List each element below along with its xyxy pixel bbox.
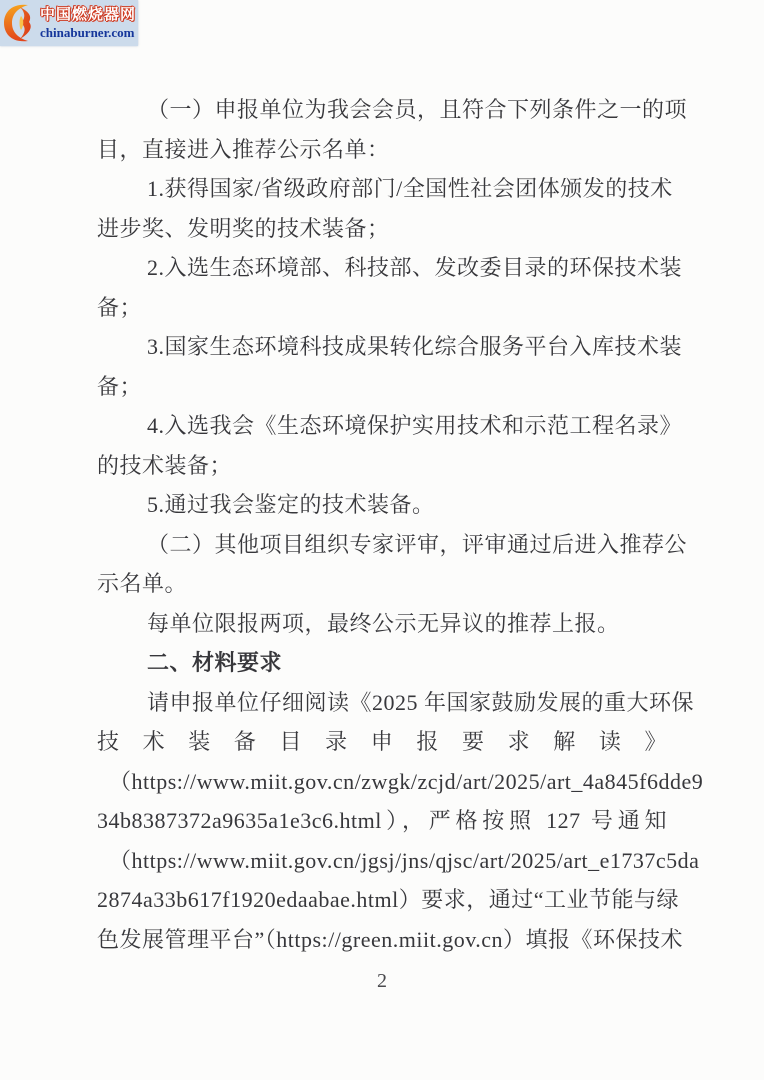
text-line: 每单位限报两项，最终公示无异议的推荐上报。 (147, 610, 620, 636)
text-line: （https://www.miit.gov.cn/jgsj/jns/qjsc/art/2025/art_e1737c5da (109, 847, 700, 873)
text-line: 示名单。 (97, 571, 188, 596)
flame-logo-icon (1, 2, 39, 44)
text-line: 进步奖、发明奖的技术装备； (97, 215, 390, 241)
text-line: 2.入选生态环境部、科技部、发改委目录的环保技术装 (147, 255, 683, 280)
text-line: 2874a33b617f1920edaabae.html）要求，通过“工业节能与绿 (97, 887, 680, 912)
text-line: 34b8387372a9635a1e3c6.html），严格按照 127 号通知 (97, 808, 667, 833)
text-line: 二、材料要求 (147, 650, 283, 675)
text-line: 备； (97, 373, 143, 399)
text-line: 4.入选我会《生态环境保护实用技术和示范工程名录》 (147, 413, 683, 438)
text-line: 3.国家生态环境科技成果转化综合服务平台入库技术装 (147, 334, 683, 359)
text-line: 技术装备目录申报要求解读》 (97, 729, 667, 754)
text-line: （一）申报单位为我会会员，且符合下列条件之一的项 (147, 97, 688, 122)
text-line: 5.通过我会鉴定的技术装备。 (147, 492, 435, 517)
text-line: （https://www.miit.gov.cn/zwgk/zcjd/art/2025/art_4a845f6dde9 (109, 768, 704, 794)
logo-text-block (40, 8, 136, 39)
text-line: 备； (97, 294, 143, 320)
text-line: 的技术装备； (97, 452, 233, 478)
logo-site-domain: chinaburner.com (40, 24, 135, 40)
site-watermark-logo (0, 0, 138, 46)
text-line: 1.获得国家/省级政府部门/全国性社会团体颁发的技术 (147, 176, 673, 201)
text-line: 目，直接进入推荐公示名单： (97, 136, 390, 162)
text-line: 请申报单位仔细阅读《2025 年国家鼓励发展的重大环保 (147, 689, 695, 715)
document-lines (97, 90, 704, 959)
logo-site-name: 中国燃烧器网 (40, 6, 137, 23)
page-number: 2 (377, 970, 387, 992)
text-line: （二）其他项目组织专家评审，评审通过后进入推荐公 (147, 531, 688, 557)
text-line: 色发展管理平台”（https://green.miit.gov.cn）填报《环保技术 (97, 926, 684, 952)
